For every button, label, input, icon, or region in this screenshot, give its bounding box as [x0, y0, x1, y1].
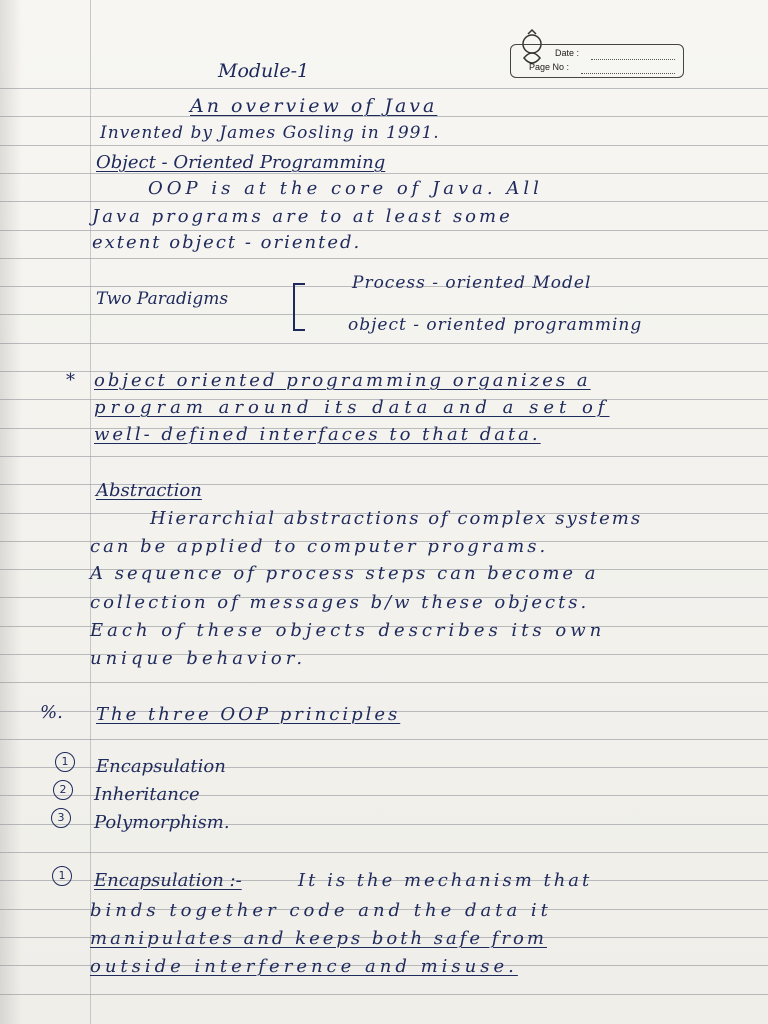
oop-text-line-2: Java programs are to at least some: [92, 206, 513, 227]
encapsulation-line-2: binds together code and the data it: [90, 900, 552, 921]
principles-heading: The three OOP principles: [96, 704, 401, 725]
abstraction-line-2: can be applied to computer programs.: [90, 536, 549, 557]
abstraction-line-1: Hierarchial abstractions of complex systems: [150, 508, 643, 529]
abstraction-line-6: unique behavior.: [90, 648, 307, 669]
paradigms-label: Two Paradigms: [96, 289, 229, 309]
ruled-line: [0, 852, 768, 853]
encapsulation-line-4: outside interference and misuse.: [90, 956, 518, 977]
ruled-line: [0, 230, 768, 231]
encapsulation-line-3: manipulates and keeps both safe from: [90, 928, 547, 949]
paradigm-object-oriented: object - oriented programming: [348, 315, 643, 335]
star-point-line-2: program around its data and a set of: [94, 397, 610, 418]
date-page-stamp: [510, 44, 684, 78]
principle-3-label: Polymorphism.: [94, 812, 230, 833]
ruled-line: [0, 682, 768, 683]
star-point-line-1: object oriented programming organizes a: [94, 370, 591, 391]
page-no-fill-line: [581, 73, 675, 74]
ruled-line: [0, 201, 768, 202]
encapsulation-heading: Encapsulation :-: [94, 870, 242, 891]
principles-marker: %.: [40, 702, 63, 723]
page-edge-shadow: [0, 0, 22, 1024]
principle-3-number: 3: [51, 808, 71, 828]
ruled-line: [0, 258, 768, 259]
inventor-line: Invented by James Gosling in 1991.: [100, 123, 440, 143]
encapsulation-number: 1: [52, 866, 72, 886]
ruled-line: [0, 343, 768, 344]
abstraction-line-5: Each of these objects describes its own: [90, 620, 606, 641]
star-point-line-3: well- defined interfaces to that data.: [94, 424, 541, 445]
ruled-line: [0, 739, 768, 740]
ruled-line: [0, 456, 768, 457]
oop-text-line-3: extent object - oriented.: [92, 232, 362, 253]
margin-line: [90, 0, 91, 1024]
paradigm-process-oriented: Process - oriented Model: [352, 273, 592, 293]
ruled-line: [0, 994, 768, 995]
ruled-line: [0, 145, 768, 146]
encapsulation-line-1: It is the mechanism that: [298, 870, 593, 891]
abstraction-line-3: A sequence of process steps can become a: [90, 563, 599, 584]
page-no-label: Page No :: [529, 62, 570, 72]
oop-text-line-1: OOP is at the core of Java. All: [148, 178, 543, 199]
principle-1-number: 1: [55, 752, 75, 772]
star-bullet: *: [66, 370, 75, 391]
oop-heading: Object - Oriented Programming: [96, 152, 386, 173]
date-label: Date :: [555, 48, 580, 58]
principle-2-number: 2: [53, 780, 73, 800]
abstraction-line-4: collection of messages b/w these objects.: [90, 592, 590, 613]
ruled-line: [0, 88, 768, 89]
date-fill-line: [591, 59, 675, 60]
principle-1-label: Encapsulation: [96, 756, 226, 777]
paradigms-bracket: [293, 283, 305, 331]
module-title: Module-1: [218, 60, 310, 82]
principle-2-label: Inheritance: [94, 784, 200, 805]
page-title: An overview of Java: [190, 95, 438, 117]
abstraction-heading: Abstraction: [96, 480, 202, 501]
